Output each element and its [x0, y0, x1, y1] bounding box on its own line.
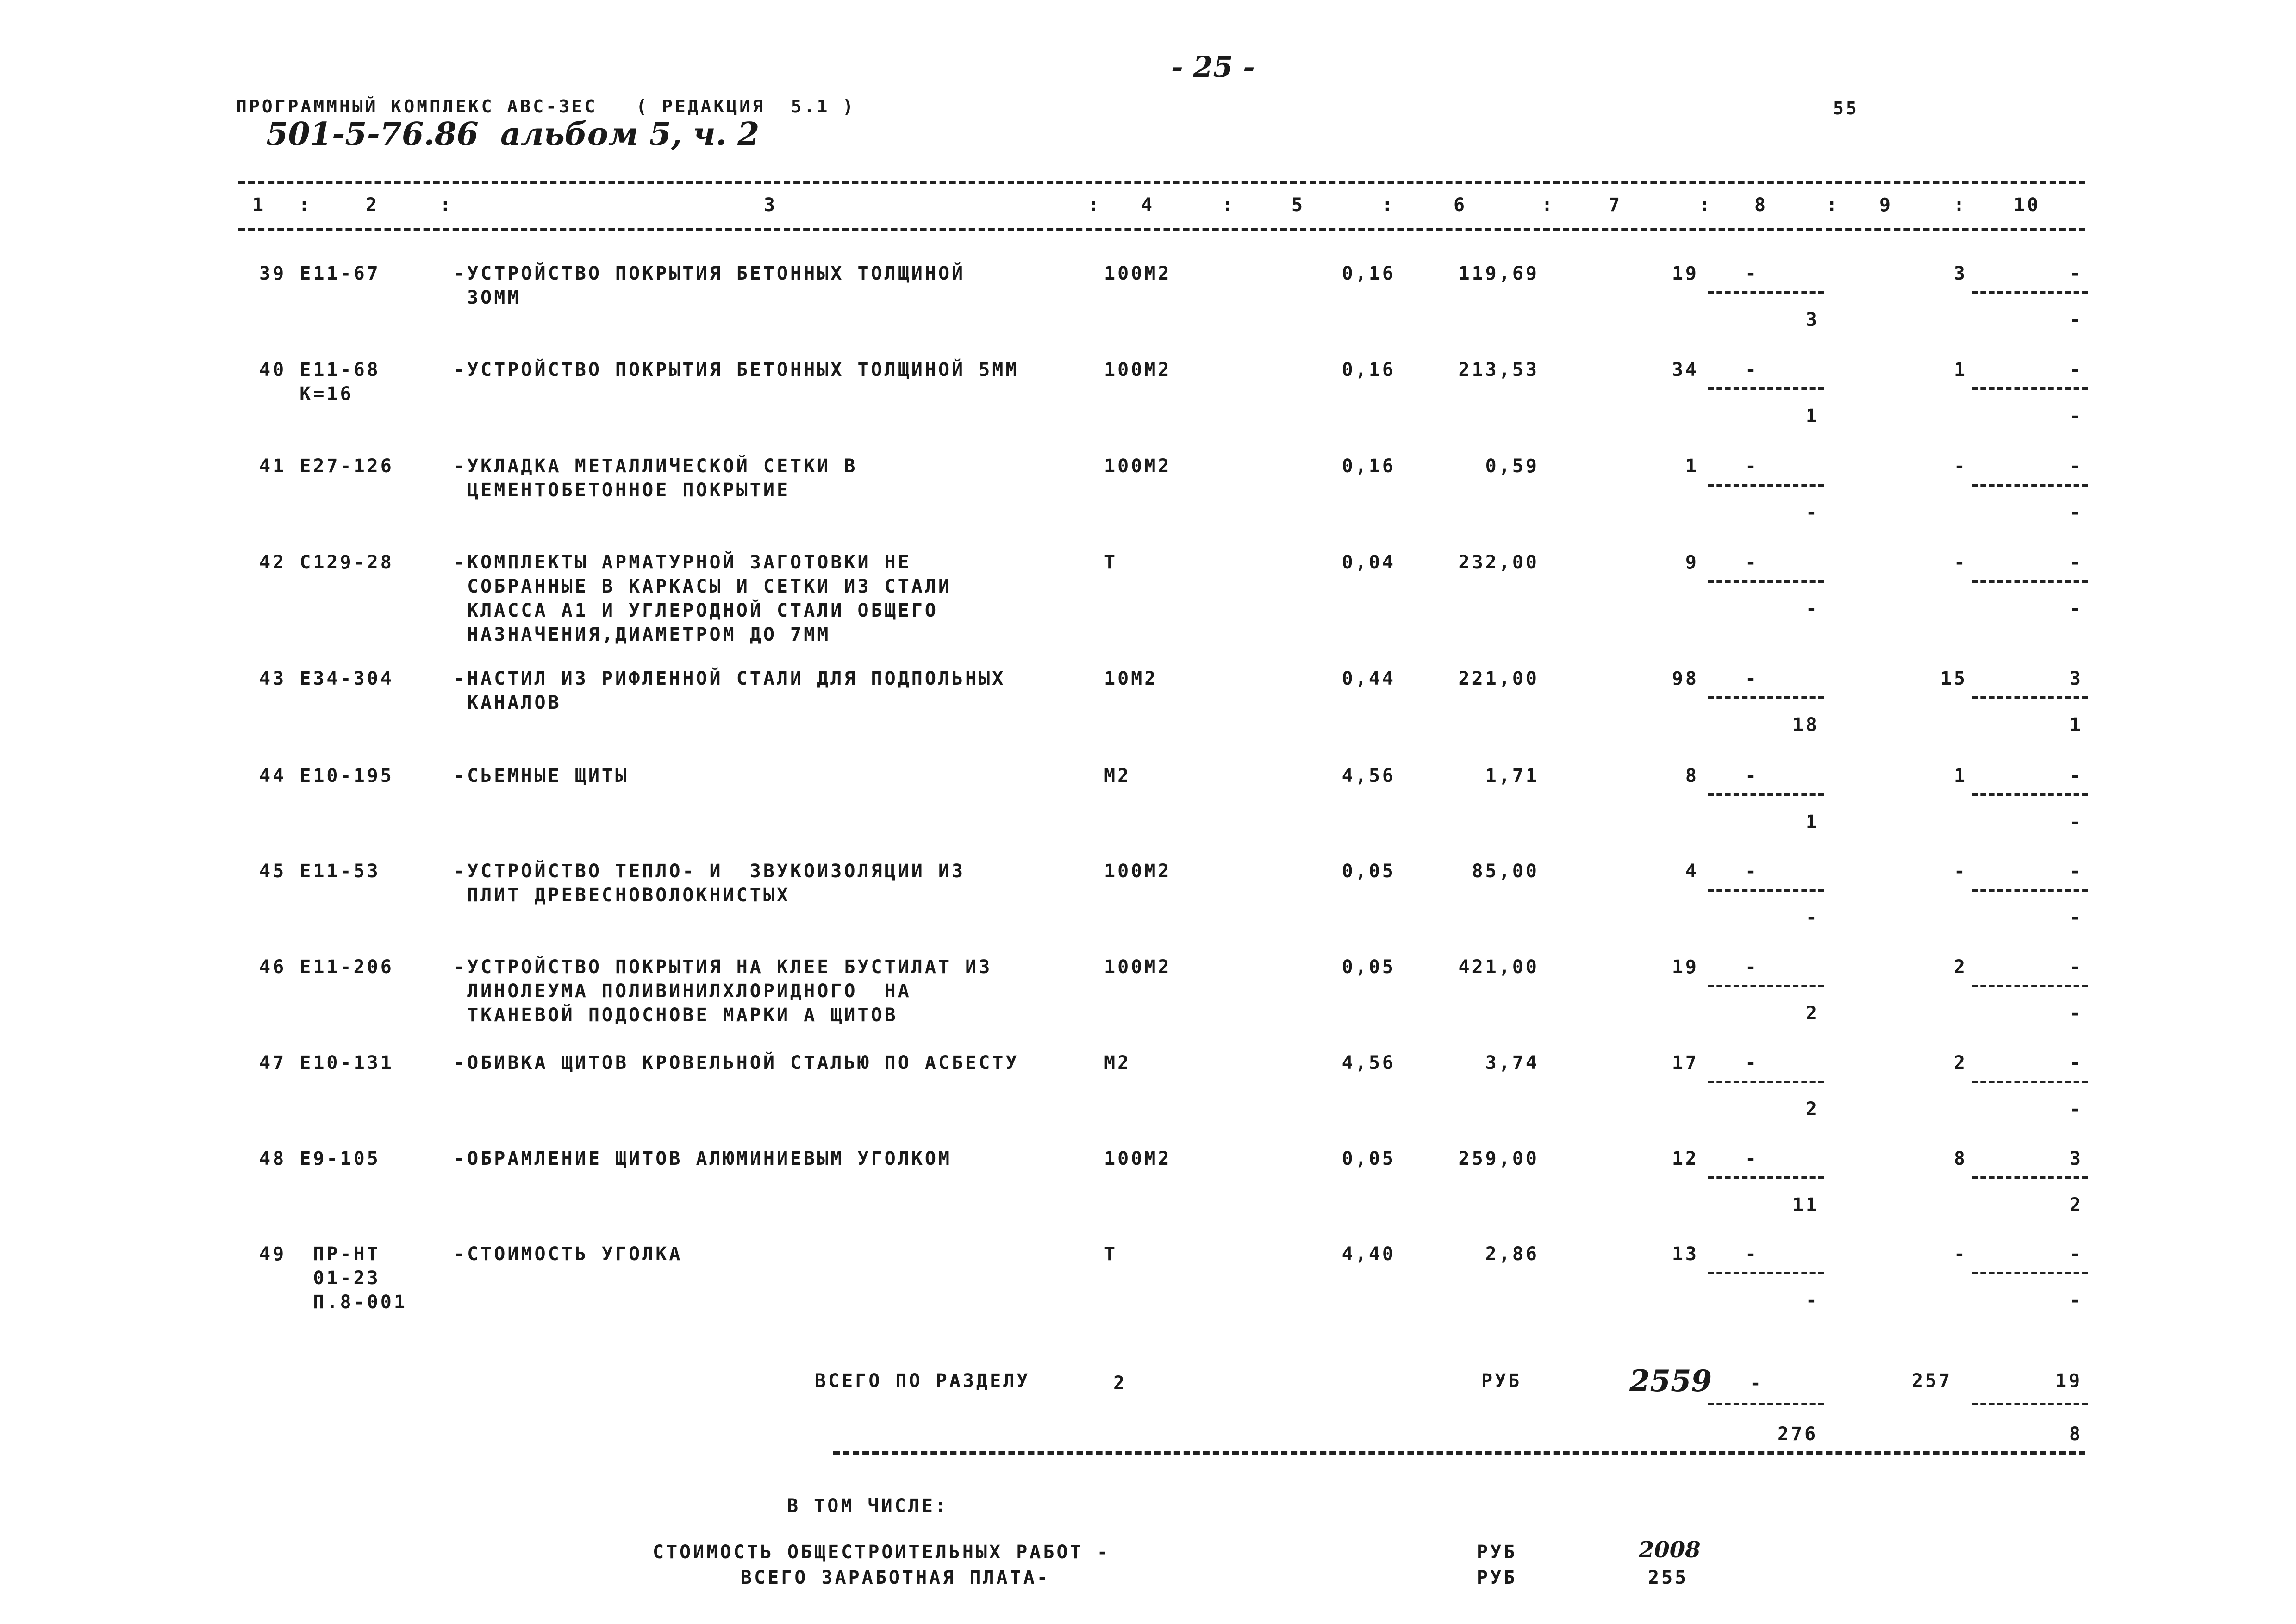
column-number: 1	[252, 194, 266, 216]
row-quantity: 0,16	[1341, 263, 1396, 284]
fraction-line	[1708, 1403, 1824, 1405]
column-number: 8	[1754, 194, 1768, 216]
total-col10-bottom: 8	[2069, 1424, 2083, 1445]
row-col10-bottom: 1	[2069, 714, 2083, 736]
column-number: 7	[1609, 194, 1622, 216]
row-code: 42 С129-28	[259, 552, 394, 573]
row-unit: 100М2	[1104, 359, 1172, 381]
row-col9: 2	[1953, 1052, 1967, 1074]
row-col8-bottom: 18	[1792, 714, 1819, 736]
total-col8-bottom: 276	[1778, 1424, 1818, 1445]
row-col8-top: -	[1745, 1052, 1759, 1074]
row-code: 44 Е10-195	[259, 765, 394, 787]
column-separator: :	[1541, 194, 1555, 216]
fraction-line	[1972, 1081, 2088, 1083]
row-unit-price: 85,00	[1472, 861, 1539, 882]
row-col8-top: -	[1745, 668, 1759, 689]
fraction-line	[1972, 793, 2088, 796]
column-separator: :	[1382, 194, 1396, 216]
row-total-cost: 1	[1685, 456, 1699, 477]
row-col10-top: 3	[2069, 668, 2083, 689]
fraction-line	[1972, 1272, 2088, 1274]
column-separator: :	[1699, 194, 1713, 216]
row-col8-bottom: -	[1805, 907, 1819, 928]
row-name: -НАСТИЛ ИЗ РИФЛЕННОЙ СТАЛИ ДЛЯ ПОДПОЛЬНЫХ КАНАЛОВ	[454, 668, 1006, 713]
fraction-line	[1972, 580, 2088, 583]
column-separator: :	[440, 194, 454, 216]
column-number: 10	[2014, 194, 2041, 216]
total-currency: РУБ	[1481, 1370, 1522, 1392]
row-quantity: 4,40	[1341, 1243, 1396, 1265]
row-quantity: 0,05	[1341, 861, 1396, 882]
row-code: 39 Е11-67	[259, 263, 381, 284]
row-unit-price: 3,74	[1485, 1052, 1539, 1074]
row-col8-bottom: -	[1805, 1290, 1819, 1311]
fraction-line	[1972, 985, 2088, 987]
total-col8-top: -	[1750, 1373, 1764, 1394]
row-quantity: 0,05	[1341, 1148, 1396, 1169]
total-bottom-rule	[833, 1451, 2085, 1455]
row-code: 49 ПР-НТ 01-23 П.8-001	[259, 1243, 407, 1313]
row-total-cost: 19	[1672, 263, 1699, 284]
row-col8-top: -	[1745, 359, 1759, 381]
row-quantity: 0,05	[1341, 956, 1396, 978]
row-unit: 100М2	[1104, 263, 1172, 284]
row-unit: Т	[1104, 1243, 1118, 1265]
column-separator: :	[1953, 194, 1967, 216]
wage-total-value: 255	[1648, 1567, 1689, 1588]
row-code: 40 Е11-68 К=16	[259, 359, 381, 405]
total-value: 2559	[1629, 1364, 1712, 1399]
row-col8-bottom: 11	[1792, 1194, 1819, 1216]
row-col10-top: -	[2069, 956, 2083, 978]
row-col10-bottom: -	[2069, 406, 2083, 427]
row-col8-bottom: 1	[1805, 406, 1819, 427]
row-col10-bottom: -	[2069, 309, 2083, 331]
column-number: 2	[366, 194, 380, 216]
row-code: 46 Е11-206	[259, 956, 394, 978]
fraction-line	[1972, 889, 2088, 892]
fraction-line	[1972, 291, 2088, 294]
fraction-line	[1708, 1176, 1824, 1179]
row-col9: -	[1953, 1243, 1967, 1265]
row-quantity: 0,04	[1341, 552, 1396, 573]
fraction-line	[1708, 387, 1824, 390]
row-col9: 1	[1953, 765, 1967, 787]
construction-cost-value: 2008	[1639, 1537, 1701, 1563]
row-name: -УСТРОЙСТВО ТЕПЛО- И ЗВУКОИЗОЛЯЦИИ ИЗ ПЛИТ ДРЕВЕСНОВОЛОКНИСТЫХ	[454, 861, 966, 906]
row-col10-bottom: -	[2069, 907, 2083, 928]
row-col8-top: -	[1745, 765, 1759, 787]
total-col9: 257	[1912, 1370, 1953, 1392]
row-unit-price: 2,86	[1485, 1243, 1539, 1265]
row-unit: М2	[1104, 765, 1131, 787]
including-label: В ТОМ ЧИСЛЕ:	[787, 1495, 948, 1517]
row-unit: 100М2	[1104, 456, 1172, 477]
row-unit: 100М2	[1104, 956, 1172, 978]
row-col8-top: -	[1745, 263, 1759, 284]
row-total-cost: 4	[1685, 861, 1699, 882]
row-col10-top: -	[2069, 861, 2083, 882]
construction-cost-label: СТОИМОСТЬ ОБЩЕСТРОИТЕЛЬНЫХ РАБОТ -	[653, 1542, 1111, 1563]
row-total-cost: 17	[1672, 1052, 1699, 1074]
row-col8-bottom: 2	[1805, 1099, 1819, 1120]
total-section-number: 2	[1113, 1373, 1127, 1394]
column-number: 5	[1292, 194, 1305, 216]
row-col8-top: -	[1745, 1148, 1759, 1169]
fraction-line	[1708, 985, 1824, 987]
table-top-rule	[238, 181, 2085, 184]
row-quantity: 0,16	[1341, 359, 1396, 381]
row-col8-bottom: 2	[1805, 1003, 1819, 1024]
fraction-line	[1972, 1176, 2088, 1179]
row-unit-price: 213,53	[1458, 359, 1539, 381]
row-col10-bottom: -	[2069, 502, 2083, 523]
row-quantity: 4,56	[1341, 765, 1396, 787]
row-quantity: 0,16	[1341, 456, 1396, 477]
row-col8-bottom: 1	[1805, 812, 1819, 833]
row-unit-price: 221,00	[1458, 668, 1539, 689]
total-col10-top: 19	[2055, 1370, 2083, 1392]
row-name: -УКЛАДКА МЕТАЛЛИЧЕСКОЙ СЕТКИ В ЦЕМЕНТОБЕТОННОЕ ПОКРЫТИЕ	[454, 456, 858, 501]
row-code: 47 Е10-131	[259, 1052, 394, 1074]
fraction-line	[1972, 387, 2088, 390]
row-unit-price: 1,71	[1485, 765, 1539, 787]
row-col9: 15	[1940, 668, 1967, 689]
column-separator: :	[1826, 194, 1840, 216]
row-col10-top: -	[2069, 1052, 2083, 1074]
wage-total-label: ВСЕГО ЗАРАБОТНАЯ ПЛАТА-	[741, 1567, 1050, 1588]
fraction-line	[1972, 484, 2088, 487]
row-col10-top: -	[2069, 359, 2083, 381]
row-total-cost: 34	[1672, 359, 1699, 381]
row-col9: -	[1953, 861, 1967, 882]
row-col8-top: -	[1745, 861, 1759, 882]
page-number: - 25 -	[1171, 50, 1255, 84]
row-col10-bottom: -	[2069, 812, 2083, 833]
fraction-line	[1708, 580, 1824, 583]
fraction-line	[1708, 484, 1824, 487]
sheet-number: 55	[1833, 98, 1859, 119]
header-bottom-rule	[238, 228, 2085, 231]
row-col10-top: -	[2069, 263, 2083, 284]
row-quantity: 0,44	[1341, 668, 1396, 689]
column-separator: :	[299, 194, 312, 216]
row-code: 45 Е11-53	[259, 861, 381, 882]
row-col8-top: -	[1745, 552, 1759, 573]
row-col10-bottom: -	[2069, 598, 2083, 619]
wage-total-currency: РУБ	[1477, 1567, 1517, 1588]
row-col9: 3	[1953, 263, 1967, 284]
row-col8-bottom: -	[1805, 502, 1819, 523]
row-name: -СТОИМОСТЬ УГОЛКА	[454, 1243, 683, 1265]
fraction-line	[1708, 889, 1824, 892]
column-separator: :	[1088, 194, 1102, 216]
row-col8-bottom: 3	[1805, 309, 1819, 331]
row-col10-top: 3	[2069, 1148, 2083, 1169]
row-unit-price: 232,00	[1458, 552, 1539, 573]
row-col8-bottom: -	[1805, 598, 1819, 619]
column-separator: :	[1222, 194, 1236, 216]
row-name: -ОБРАМЛЕНИЕ ЩИТОВ АЛЮМИНИЕВЫМ УГОЛКОМ	[454, 1148, 952, 1169]
fraction-line	[1708, 793, 1824, 796]
handwritten-document-code: 501-5-76.86 альбом 5, ч. 2	[266, 116, 760, 153]
fraction-line	[1708, 291, 1824, 294]
row-col10-bottom: -	[2069, 1003, 2083, 1024]
row-col10-bottom: -	[2069, 1290, 2083, 1311]
row-unit-price: 119,69	[1458, 263, 1539, 284]
row-col9: 2	[1953, 956, 1967, 978]
row-col8-top: -	[1745, 456, 1759, 477]
row-unit-price: 259,00	[1458, 1148, 1539, 1169]
row-total-cost: 98	[1672, 668, 1699, 689]
program-header: ПРОГРАММНЫЙ КОМПЛЕКС АВС-ЗЕС ( РЕДАКЦИЯ 5.1 )	[236, 96, 856, 117]
row-col10-bottom: 2	[2069, 1194, 2083, 1216]
row-col9: -	[1953, 552, 1967, 573]
construction-cost-currency: РУБ	[1477, 1542, 1517, 1563]
row-col10-top: -	[2069, 1243, 2083, 1265]
row-unit-price: 421,00	[1458, 956, 1539, 978]
row-col9: 1	[1953, 359, 1967, 381]
row-name: -ОБИВКА ЩИТОВ КРОВЕЛЬНОЙ СТАЛЬЮ ПО АСБЕСТУ	[454, 1052, 1019, 1074]
row-total-cost: 19	[1672, 956, 1699, 978]
row-quantity: 4,56	[1341, 1052, 1396, 1074]
fraction-line	[1708, 1081, 1824, 1083]
column-number: 6	[1454, 194, 1467, 216]
row-total-cost: 12	[1672, 1148, 1699, 1169]
row-total-cost: 8	[1685, 765, 1699, 787]
column-number: 4	[1141, 194, 1155, 216]
row-col8-top: -	[1745, 1243, 1759, 1265]
total-label: ВСЕГО ПО РАЗДЕЛУ	[815, 1370, 1030, 1392]
row-code: 48 Е9-105	[259, 1148, 381, 1169]
row-col9: -	[1953, 456, 1967, 477]
row-unit: 100М2	[1104, 861, 1172, 882]
row-total-cost: 9	[1685, 552, 1699, 573]
row-code: 41 Е27-126	[259, 456, 394, 477]
row-col10-top: -	[2069, 456, 2083, 477]
row-col9: 8	[1953, 1148, 1967, 1169]
row-col10-top: -	[2069, 552, 2083, 573]
row-unit-price: 0,59	[1485, 456, 1539, 477]
column-number: 3	[764, 194, 778, 216]
fraction-line	[1972, 1403, 2088, 1405]
row-unit: 10М2	[1104, 668, 1158, 689]
row-name: -КОМПЛЕКТЫ АРМАТУРНОЙ ЗАГОТОВКИ НЕ СОБРАННЫЕ В КАРКАСЫ И СЕТКИ ИЗ СТАЛИ КЛАССА А1 И УГЛЕРОДНОЙ СТАЛИ ОБЩЕГО НАЗНАЧЕНИЯ,ДИАМЕТРОМ ДО 7ММ	[454, 552, 952, 645]
row-unit: М2	[1104, 1052, 1131, 1074]
row-unit: Т	[1104, 552, 1118, 573]
row-total-cost: 13	[1672, 1243, 1699, 1265]
row-col10-bottom: -	[2069, 1099, 2083, 1120]
row-name: -УСТРОЙСТВО ПОКРЫТИЯ БЕТОННЫХ ТОЛЩИНОЙ 5ММ	[454, 359, 1019, 381]
fraction-line	[1708, 696, 1824, 699]
row-col8-top: -	[1745, 956, 1759, 978]
row-unit: 100М2	[1104, 1148, 1172, 1169]
column-number: 9	[1879, 194, 1893, 216]
fraction-line	[1708, 1272, 1824, 1274]
row-code: 43 Е34-304	[259, 668, 394, 689]
fraction-line	[1972, 696, 2088, 699]
row-name: -УСТРОЙСТВО ПОКРЫТИЯ НА КЛЕЕ БУСТИЛАТ ИЗ ЛИНОЛЕУМА ПОЛИВИНИЛХЛОРИДНОГО НА ТКАНЕВОЙ ПОДОСНОВЕ МАРКИ А ЩИТОВ	[454, 956, 992, 1026]
row-name: -УСТРОЙСТВО ПОКРЫТИЯ БЕТОННЫХ ТОЛЩИНОЙ ЗОММ	[454, 263, 966, 308]
row-col10-top: -	[2069, 765, 2083, 787]
row-name: -СЬЕМНЫЕ ЩИТЫ	[454, 765, 629, 787]
